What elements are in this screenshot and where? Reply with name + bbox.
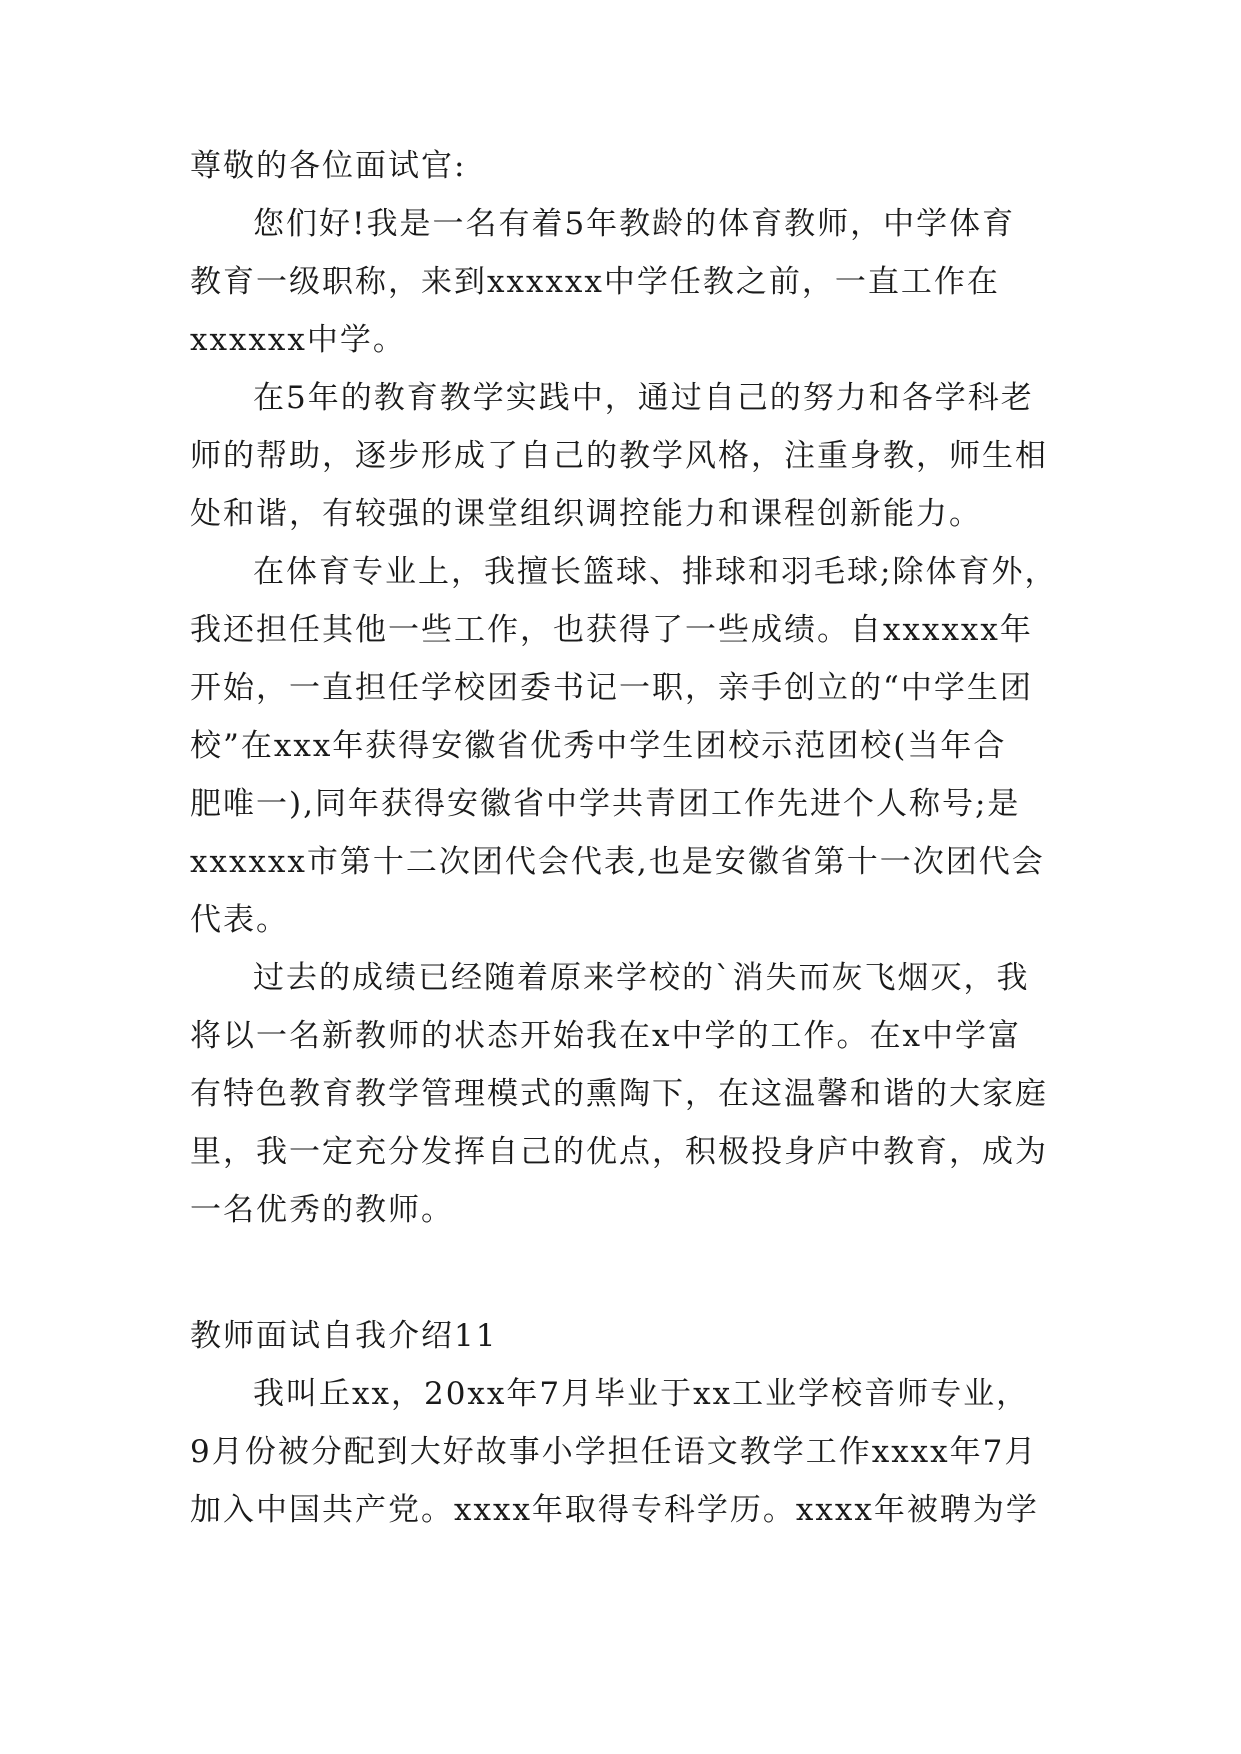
section-heading: 教师面试自我介绍11: [190, 1318, 498, 1354]
paragraph-line: 9月份被分配到大好故事小学担任语文教学工作xxxx年7月: [190, 1434, 1038, 1470]
paragraph-line: 过去的成绩已经随着原来学校的`消失而灰飞烟灭，我: [253, 960, 1030, 996]
paragraph-line: 加入中国共产党。xxxx年取得专科学历。xxxx年被聘为学: [190, 1492, 1039, 1528]
paragraph-line: 有特色教育教学管理模式的熏陶下，在这温馨和谐的大家庭: [190, 1076, 1048, 1112]
paragraph-line: 教育一级职称，来到xxxxxx中学任教之前，一直工作在: [190, 264, 1000, 300]
paragraph-line: 校”在xxx年获得安徽省优秀中学生团校示范团校(当年合: [190, 728, 1007, 764]
paragraph-line: 开始，一直担任学校团委书记一职，亲手创立的“中学生团: [190, 670, 1033, 706]
paragraph-line: 处和谐，有较强的课堂组织调控能力和课程创新能力。: [190, 496, 982, 532]
paragraph-line: 我叫丘xx，20xx年7月毕业于xx工业学校音师专业，: [253, 1376, 1030, 1412]
paragraph-line: 将以一名新教师的状态开始我在x中学的工作。在x中学富: [190, 1018, 1021, 1054]
paragraph-line: xxxxxx市第十二次团代会代表,也是安徽省第十一次团代会: [190, 844, 1045, 880]
paragraph-line: 我还担任其他一些工作，也获得了一些成绩。自xxxxxx年: [190, 612, 1033, 648]
paragraph-line: 一名优秀的教师。: [190, 1192, 454, 1228]
paragraph-line: 里，我一定充分发挥自己的优点，积极投身庐中教育，成为: [190, 1134, 1048, 1170]
paragraph-line: 肥唯一),同年获得安徽省中学共青团工作先进个人称号;是: [190, 786, 1021, 822]
paragraph-line: 在5年的教育教学实践中，通过自己的努力和各学科老: [253, 380, 1034, 416]
paragraph-line: 您们好!我是一名有着5年教龄的体育教师，中学体育: [253, 206, 1016, 242]
paragraph-line: 师的帮助，逐步形成了自己的教学风格，注重身教，师生相: [190, 438, 1048, 474]
paragraph-line: xxxxxx中学。: [190, 322, 406, 358]
paragraph-line: 在体育专业上，我擅长篮球、排球和羽毛球;除体育外，: [253, 554, 1058, 590]
paragraph-line: 代表。: [190, 902, 289, 938]
salutation: 尊敬的各位面试官:: [190, 148, 467, 184]
